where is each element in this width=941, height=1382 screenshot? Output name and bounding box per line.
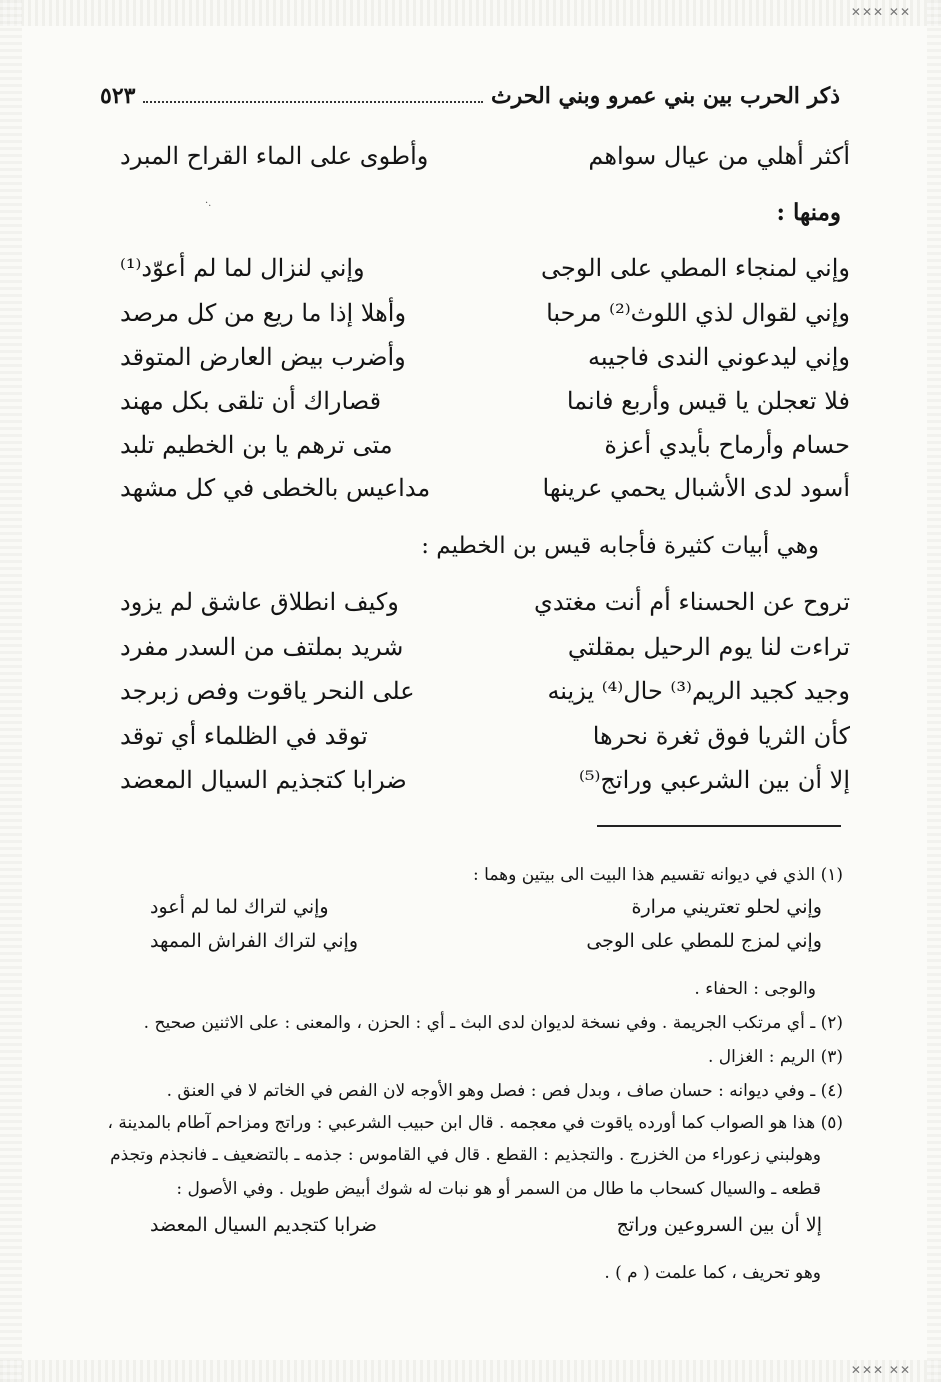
verse-first-half: وإني لمزج للمطي على الوجى — [586, 930, 822, 952]
print-speck: ·. — [205, 198, 212, 209]
page-edge-top — [0, 0, 941, 26]
verse-first-half: فلا تعجلن يا قيس وأربع فانما — [566, 387, 850, 415]
verse-second-half: شريد بملتف من السدر مفرد — [120, 633, 404, 661]
verse-couplet — [120, 425, 850, 465]
footnote-divider — [597, 825, 841, 827]
ornament-bottom: ✕✕✕ ✕✕ — [850, 1363, 911, 1377]
verse-couplet — [120, 760, 850, 800]
verse-second-half: وإني لتراك لما لم أعود — [150, 896, 329, 918]
verse-second-half: وأطوى على الماء القراح المبرد — [120, 142, 429, 170]
footnote-verse — [150, 1210, 822, 1240]
footnote-3: (٣) الريم : الغزال . — [707, 1047, 843, 1067]
footnote-5-line: وهولبني زعوراء من الخزرج . والتجذيم : القطع . قال في القاموس : جذمه ـ بالتضعيف ـ فانجذم وتجذم — [110, 1145, 821, 1165]
footnote-verse — [150, 926, 822, 956]
verse-second-half: مداعيس بالخطى في كل مشهد — [120, 474, 431, 502]
verse-couplet — [120, 468, 850, 508]
ornament-top: ✕✕✕ ✕✕ — [850, 5, 911, 19]
verse-first-half: أكثر أهلي من عيال سواهم — [588, 142, 850, 170]
verse-second-half: وأهلا إذا ما ريع من كل مرصد — [120, 299, 407, 327]
verse-couplet — [120, 293, 850, 333]
page-edge-right — [927, 0, 941, 1382]
verse-second-half: توقد في الظلماء أي توقد — [120, 722, 368, 750]
verse-second-half: متى ترهم يا بن الخطيم تلبد — [120, 431, 393, 459]
verse-couplet — [120, 716, 850, 756]
verse-couplet — [120, 627, 850, 667]
page-edge-bottom — [0, 1360, 941, 1382]
verse-first-half: إلا أن بين السروعين وراتج — [616, 1214, 822, 1236]
verse-first-half: وجيد كجيد الريم⁽³⁾ حال⁽⁴⁾ يزينه — [547, 677, 850, 705]
verse-couplet — [120, 248, 850, 288]
footnote-5-line: (٥) هذا هو الصواب كما أورده ياقوت في معجمه . قال ابن حبيب الشرعبي : وراتج ومزاحم آطام بالمدينة ، — [107, 1113, 843, 1133]
verse-first-half: كأن الثريا فوق ثغرة نحرها — [592, 722, 850, 750]
verse-first-half: تراءت لنا يوم الرحيل بمقلتي — [567, 633, 850, 661]
footnote-1-note: والوجى : الحفاء . — [694, 979, 816, 999]
verse-couplet — [120, 337, 850, 377]
page-number: ٥٢٣ — [100, 83, 136, 109]
footnote-1-intro: (١) الذي في ديوانه تقسيم هذا البيت الى بيتين وهما : — [473, 865, 843, 885]
verse-second-half: على النحر ياقوت وفص زبرجد — [120, 677, 415, 705]
verse-second-half: وكيف انطلاق عاشق لم يزود — [120, 588, 399, 616]
verse-first-half: أسود لدى الأشبال يحمي عرينها — [542, 474, 850, 502]
footnote-4: (٤) ـ وفي ديوانه : حسان صاف ، وبدل فص : فصل وهو الأوجه لان الفص في الخاتم لا في العنق . — [166, 1081, 843, 1101]
verse-couplet — [120, 136, 850, 176]
footnote-2: (٢) ـ أي مرتكب الجريمة . وفي نسخة لديوان لدى البث ـ أي : الحزن ، والمعنى : على الاثنين صحيح . — [143, 1013, 843, 1033]
verse-first-half: إلا أن بين الشرعبي وراتج⁽⁵⁾ — [579, 766, 850, 794]
footnote-5-end: وهو تحريف ، كما علمت ( م ) . — [604, 1263, 821, 1283]
verse-first-half: تروح عن الحسناء أم أنت مغتدي — [534, 588, 850, 616]
intro-text: وهي أبيات كثيرة فأجابه قيس بن الخطيم : — [421, 533, 819, 559]
running-title: ذكر الحرب بين بني عمرو وبني الحرث — [490, 83, 840, 109]
footnote-5-line: قطعه ـ والسيال كسحاب ما طال من السمر أو هو نبات له شوك أبيض طويل . وفي الأصول : — [176, 1179, 821, 1199]
verse-first-half: وإني ليدعوني الندى فاجيبه — [588, 343, 850, 371]
verse-first-half: وإني لقوال لذي اللوث⁽²⁾ مرحبا — [546, 299, 850, 327]
verse-second-half: ضرابا كتجذيم السيال المعضد — [120, 766, 407, 794]
footnote-verse — [150, 892, 822, 922]
intro-text: ومنها : — [776, 199, 841, 226]
verse-second-half: وإني لتراك الفراش الممهد — [150, 930, 359, 952]
verse-second-half: وأضرب بيض العارض المتوقد — [120, 343, 406, 371]
verse-second-half: وإني لنزال لما لم أعوّد⁽¹⁾ — [120, 254, 365, 282]
running-header — [100, 78, 840, 114]
verse-second-half: ضرابا كتجديم السيال المعضد — [150, 1214, 378, 1236]
page-edge-left — [0, 0, 22, 1382]
verse-first-half: وإني لحلو تعتريني مرارة — [631, 896, 822, 918]
verse-second-half: قصاراك أن تلقى بكل مهند — [120, 387, 382, 415]
verse-couplet — [120, 671, 850, 711]
verse-first-half: حسام وأرماح بأيدي أعزة — [604, 431, 850, 459]
verse-couplet — [120, 381, 850, 421]
verse-first-half: وإني لمنجاء المطي على الوجى — [540, 254, 850, 282]
verse-couplet — [120, 582, 850, 622]
dotted-leader — [143, 89, 483, 103]
